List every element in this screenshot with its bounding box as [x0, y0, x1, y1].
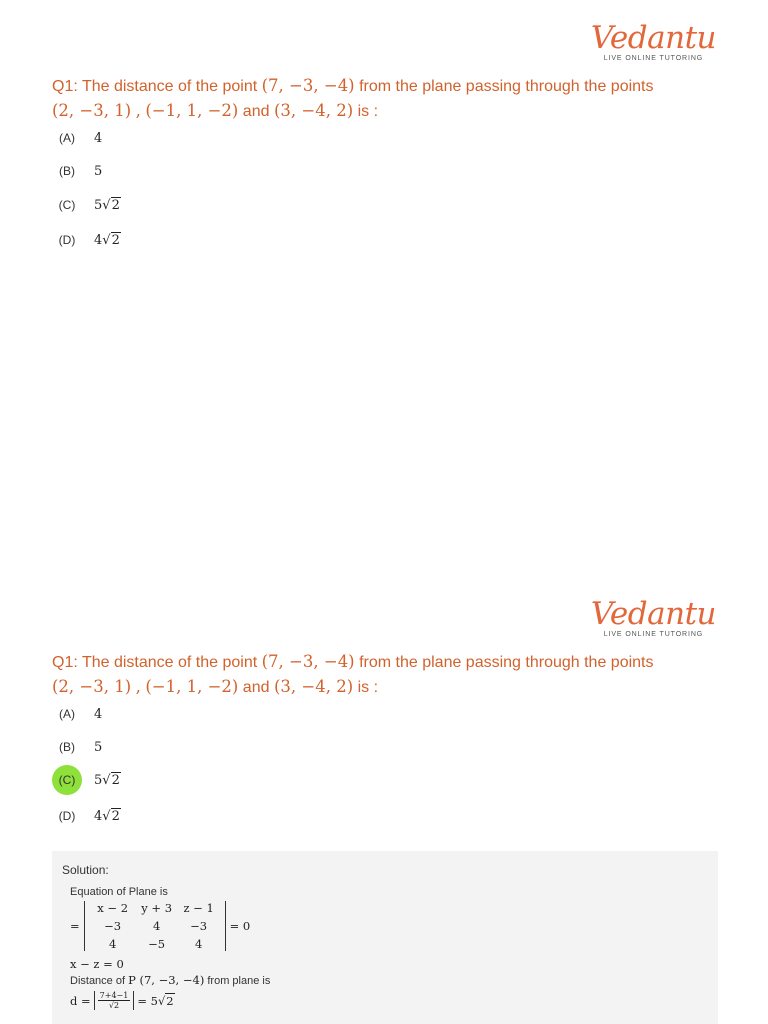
coefficient: 5 [94, 772, 103, 788]
question-text [52, 650, 722, 700]
option-value [94, 809, 121, 824]
option-label: (A) [59, 707, 75, 721]
separator-1: , [135, 677, 141, 696]
plane-point-1: (2, −3, 1) [52, 101, 132, 120]
solution-intro: Equation of Plane is [70, 886, 168, 898]
sqrt-symbol: √2 [102, 772, 120, 788]
plane-point-1: (2, −3, 1) [52, 677, 132, 696]
sqrt-symbol: √2 [102, 808, 120, 824]
option-value: 5 [94, 739, 103, 755]
det-cell: 4 [152, 919, 161, 933]
question-middle: from the plane passing through the points [359, 78, 654, 95]
d-prefix: d = [70, 993, 91, 1008]
sqrt-symbol: √2 [157, 993, 174, 1008]
option-d[interactable] [52, 803, 121, 829]
plane-equation: x − z = 0 [70, 957, 124, 971]
option-value [94, 233, 121, 248]
sqrt-symbol: √2 [102, 197, 120, 213]
question-and: and [242, 679, 270, 696]
det-cell: z − 1 [183, 901, 214, 915]
logo-tagline: LIVE ONLINE TUTORING [603, 631, 704, 638]
question-suffix: is : [357, 103, 379, 120]
distance-statement [70, 973, 270, 987]
option-value [94, 773, 121, 788]
question-prefix: Q1: The distance of the point [52, 654, 258, 671]
question-prefix: Q1: The distance of the point [52, 78, 258, 95]
det-cell: −3 [104, 919, 122, 933]
option-c[interactable] [52, 192, 121, 218]
option-label: (B) [59, 164, 75, 178]
det-cell: −5 [148, 937, 166, 951]
question-point: (7, −3, −4) [261, 652, 355, 671]
question-suffix: is : [357, 679, 379, 696]
option-label: (D) [58, 809, 76, 823]
distance-text: Distance of [70, 975, 126, 987]
solution-title: Solution: [62, 863, 109, 877]
absolute-value [94, 991, 135, 1010]
correct-answer-highlight: (C) [52, 765, 82, 795]
radicand: 2 [111, 772, 120, 788]
option-b[interactable] [52, 734, 102, 760]
distance-result [70, 991, 175, 1010]
option-label: (B) [59, 740, 75, 754]
d-result-coef: = 5 [137, 993, 158, 1008]
option-value [94, 198, 121, 213]
coefficient: 5 [94, 197, 103, 213]
fraction-numerator: 7+4−1 [99, 991, 129, 1000]
determinant [84, 901, 226, 951]
logo-wordmark: Vedantu [590, 596, 716, 632]
option-value: 4 [94, 706, 103, 722]
det-cell: −3 [190, 919, 208, 933]
distance-tail: from plane is [207, 975, 271, 987]
plane-point-3: (3, −4, 2) [273, 677, 354, 696]
plane-point-2: (−1, 1, −2) [145, 677, 239, 696]
plane-point-2: (−1, 1, −2) [145, 101, 239, 120]
question-and: and [242, 103, 270, 120]
option-label: (A) [59, 131, 75, 145]
option-c-correct[interactable] [52, 767, 121, 793]
det-cell: 4 [194, 937, 203, 951]
separator-1: , [135, 101, 141, 120]
option-d[interactable] [52, 227, 121, 253]
det-cell: x − 2 [97, 901, 129, 915]
option-value: 5 [94, 163, 103, 179]
solution-box [52, 851, 718, 1024]
radicand: 2 [111, 232, 120, 248]
radicand: 2 [111, 197, 120, 213]
coefficient: 4 [94, 808, 103, 824]
logo-tagline: LIVE ONLINE TUTORING [603, 55, 704, 62]
point-p: P (7, −3, −4) [128, 973, 205, 987]
question-text [52, 74, 722, 124]
option-label: (C) [58, 198, 76, 212]
determinant-equation [70, 901, 250, 951]
question-middle: from the plane passing through the points [359, 654, 654, 671]
option-label: (D) [58, 233, 76, 247]
fraction [98, 991, 131, 1010]
eq-prefix: = [70, 919, 80, 933]
option-a[interactable] [52, 125, 102, 151]
eq-suffix: = 0 [229, 919, 251, 933]
coefficient: 4 [94, 232, 103, 248]
sqrt-symbol: √2 [102, 232, 120, 248]
option-value: 4 [94, 130, 103, 146]
vedantu-logo [591, 598, 716, 638]
radicand: 2 [166, 993, 174, 1008]
option-a[interactable] [52, 701, 102, 727]
radicand: 2 [111, 808, 120, 824]
vedantu-logo [591, 22, 716, 62]
question-point: (7, −3, −4) [261, 76, 355, 95]
logo-wordmark: Vedantu [590, 20, 716, 56]
det-cell: y + 3 [141, 901, 173, 915]
det-cell: 4 [108, 937, 117, 951]
determinant-grid [91, 901, 219, 951]
plane-point-3: (3, −4, 2) [273, 101, 354, 120]
fraction-denominator: √2 [108, 1001, 120, 1010]
option-b[interactable] [52, 158, 102, 184]
